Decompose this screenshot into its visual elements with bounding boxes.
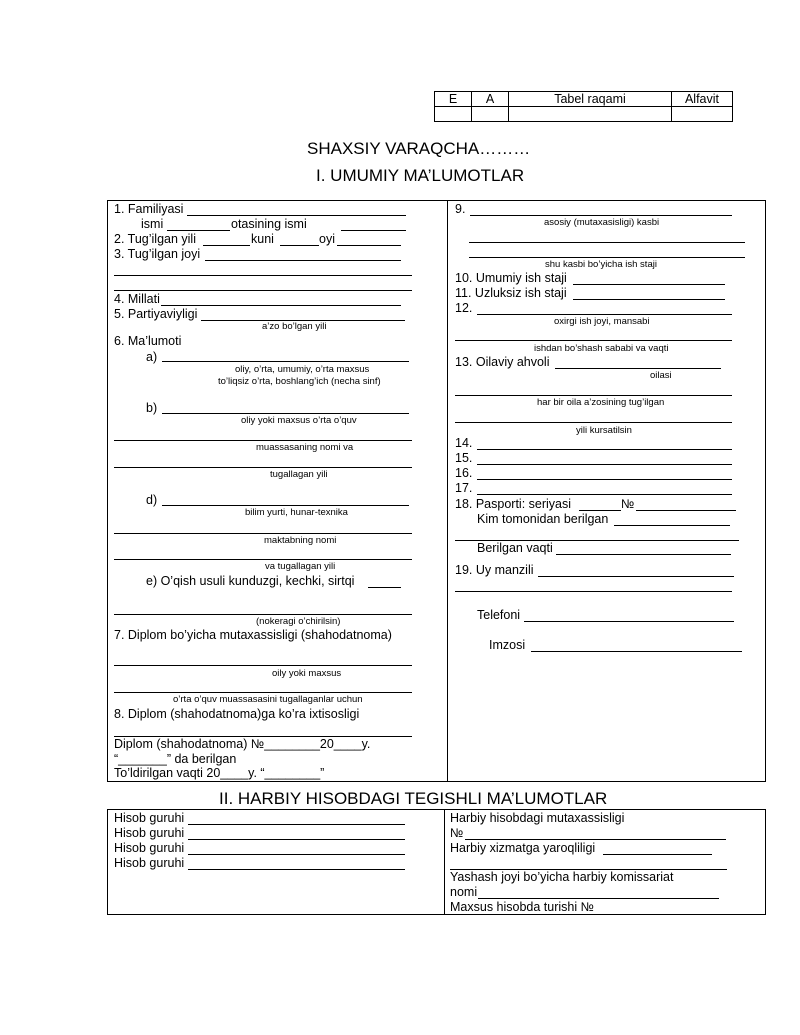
field-11-label: 11. Uzluksiz ish staji	[455, 286, 567, 300]
hisob-guruhi-4-line[interactable]	[188, 869, 405, 870]
field-9-line2[interactable]	[469, 242, 745, 243]
field-12-label: 12.	[455, 301, 473, 315]
field-tugilgan-joyi-line2[interactable]	[114, 275, 412, 276]
field-14-label: 14.	[455, 436, 473, 450]
field-partiya-hint: a’zo bo’lgan yili	[262, 321, 327, 332]
field-tugilgan-yili-line[interactable]	[203, 245, 250, 246]
field-otasi-line[interactable]	[341, 230, 406, 231]
header-cell-e[interactable]	[435, 107, 472, 122]
field-7-line[interactable]	[114, 665, 412, 666]
diplom-berilgan[interactable]: “_______” da berilgan	[114, 752, 237, 766]
field-7-hint1: oily yoki maxsus	[272, 668, 342, 679]
field-ismi-line[interactable]	[167, 230, 230, 231]
section-2-divider	[444, 809, 445, 915]
field-13-line3[interactable]	[455, 422, 732, 423]
field-12-hint1: oxirgi ish joyi, mansabi	[554, 316, 650, 327]
field-6b-hint3: tugallagan yili	[270, 469, 328, 480]
field-6b-line3[interactable]	[114, 467, 412, 468]
field-12-line[interactable]	[477, 314, 732, 315]
field-kuni-label: kuni	[251, 232, 274, 246]
field-19-line2[interactable]	[455, 591, 732, 592]
field-13-hint2: har bir oila a’zosining tug’ilgan	[537, 397, 665, 408]
field-familiyasi-label: 1. Familiyasi	[114, 202, 184, 216]
field-6b-hint1: oliy yoki maxsus o’rta o’quv	[241, 415, 357, 426]
header-table	[434, 91, 733, 122]
document-title: SHAXSIY VARAQCHA………	[307, 139, 531, 158]
field-kuni-line[interactable]	[280, 245, 319, 246]
hisob-guruhi-3-label: Hisob guruhi	[114, 841, 185, 855]
hisob-guruhi-2-label: Hisob guruhi	[114, 826, 185, 840]
field-otasi-label: otasining ismi	[231, 217, 307, 231]
field-berilgan-vaqti-line[interactable]	[556, 554, 731, 555]
field-familiyasi-line[interactable]	[187, 215, 406, 216]
field-imzosi-line[interactable]	[531, 651, 742, 652]
field-9-hint2: shu kasbi bo’yicha ish staji	[545, 259, 657, 270]
toldirilgan-vaqti[interactable]: To’ldirilgan vaqti 20____y. “________”	[114, 766, 325, 780]
field-ismi-label: ismi	[141, 217, 164, 231]
field-12-hint2: ishdan bo’shash sababi va vaqti	[534, 343, 669, 354]
field-15-line[interactable]	[477, 464, 732, 465]
harbiy-yaroqliligi-label: Harbiy xizmatga yaroqliligi	[450, 841, 596, 855]
field-6a-label: a)	[146, 350, 158, 364]
field-malumoti-label: 6. Ma’lumoti	[114, 334, 182, 348]
header-cell-alfavit[interactable]	[672, 107, 733, 122]
field-9-line[interactable]	[470, 215, 732, 216]
field-tugilgan-joyi-line[interactable]	[205, 260, 401, 261]
field-6e-line2[interactable]	[114, 614, 412, 615]
header-cell-a[interactable]	[472, 107, 509, 122]
field-oyi-line[interactable]	[337, 245, 401, 246]
field-8-label: 8. Diplom (shahodatnoma)ga ko’ra ixtisosligi	[114, 707, 360, 721]
harbiy-yaroqliligi-line[interactable]	[603, 854, 712, 855]
field-9-line3[interactable]	[469, 257, 745, 258]
field-7-label: 7. Diplom bo’yicha mutaxassisligi (shahodatnoma)	[114, 628, 392, 642]
field-6d-line2[interactable]	[114, 533, 412, 534]
komissariat-label: Yashash joyi bo’yicha harbiy komissariat	[450, 870, 674, 884]
field-6b-line[interactable]	[162, 413, 409, 414]
field-19-label: 19. Uy manzili	[455, 563, 534, 577]
field-18-seriya-line[interactable]	[579, 510, 621, 511]
field-13-line[interactable]	[555, 368, 721, 369]
hisob-guruhi-3-line[interactable]	[188, 854, 405, 855]
field-6e-label: e) O’qish usuli kunduzgi, kechki, sirtqi	[146, 574, 355, 588]
section-2-title: II. HARBIY HISOBDAGI TEGISHLI MA’LUMOTLAR	[219, 789, 608, 808]
maxsus-hisob-label: Maxsus hisobda turishi №	[450, 900, 595, 914]
field-tugilgan-yili-label: 2. Tug’ilgan yili	[114, 232, 196, 246]
field-telefoni-line[interactable]	[524, 621, 734, 622]
field-6d-hint2: maktabning nomi	[264, 535, 337, 546]
field-berilgan-vaqti-label: Berilgan vaqti	[477, 541, 553, 555]
hisob-guruhi-2-line[interactable]	[188, 839, 405, 840]
field-14-line[interactable]	[477, 449, 732, 450]
field-6d-hint1: bilim yurti, hunar-texnika	[245, 507, 348, 518]
harbiy-no-line[interactable]	[465, 839, 726, 840]
field-10-line[interactable]	[573, 284, 725, 285]
field-6a-hint1: oliy, o’rta, umumiy, o’rta maxsus	[235, 364, 370, 375]
field-tugilgan-joyi-line3[interactable]	[114, 290, 412, 291]
field-15-label: 15.	[455, 451, 473, 465]
field-telefoni-label: Telefoni	[477, 608, 521, 622]
header-col-e: E	[435, 92, 472, 107]
header-col-tabel: Tabel raqami	[509, 92, 672, 107]
field-13-line2[interactable]	[455, 395, 732, 396]
field-16-label: 16.	[455, 466, 473, 480]
hisob-guruhi-1-label: Hisob guruhi	[114, 811, 185, 825]
komissariat-nomi-label: nomi	[450, 885, 478, 899]
field-6b-label: b)	[146, 401, 158, 415]
header-col-a: A	[472, 92, 509, 107]
section-1-title: I. UMUMIY MA’LUMOTLAR	[316, 166, 525, 185]
field-6d-hint3: va tugallagan yili	[265, 561, 336, 572]
field-18-no-label: №	[621, 497, 635, 511]
harbiy-mutaxassisligi-label: Harbiy hisobdagi mutaxassisligi	[450, 811, 625, 825]
field-kim-line[interactable]	[614, 525, 730, 526]
field-13-label: 13. Oilaviy ahvoli	[455, 355, 550, 369]
field-6b-line2[interactable]	[114, 440, 412, 441]
field-7-line2[interactable]	[114, 692, 412, 693]
field-kim-label: Kim tomonidan berilgan	[477, 512, 609, 526]
field-millati-label: 4. Millati	[114, 292, 160, 306]
field-9-hint: asosiy (mutaxasisligi) kasbi	[544, 217, 660, 228]
diplom-number[interactable]: Diplom (shahodatnoma) №________20____y.	[114, 737, 371, 751]
header-col-alfavit: Alfavit	[672, 92, 733, 107]
field-6e-hint: (nokeragi o’chirilsin)	[256, 616, 341, 627]
field-6d-line3[interactable]	[114, 559, 412, 560]
field-16-line[interactable]	[477, 479, 732, 480]
section-1-divider	[447, 200, 448, 782]
field-18-no-line[interactable]	[636, 510, 736, 511]
field-19-line[interactable]	[538, 576, 734, 577]
field-6d-line[interactable]	[162, 505, 409, 506]
field-13-hint1: oilasi	[650, 370, 672, 381]
field-tugilgan-joyi-label: 3. Tug’ilgan joyi	[114, 247, 201, 261]
field-imzosi-label: Imzosi	[489, 638, 526, 652]
hisob-guruhi-1-line[interactable]	[188, 824, 405, 825]
field-6a-line[interactable]	[162, 361, 409, 362]
field-18-label: 18. Pasporti: seriyasi	[455, 497, 572, 511]
field-11-line[interactable]	[573, 299, 725, 300]
header-cell-tabel[interactable]	[509, 107, 672, 122]
field-6d-label: d)	[146, 493, 158, 507]
field-6a-hint2: to’liqsiz o’rta, boshlang’ich (necha sinf)	[218, 376, 381, 387]
field-10-label: 10. Umumiy ish staji	[455, 271, 567, 285]
harbiy-no-label: №	[450, 826, 464, 840]
field-12-line2[interactable]	[455, 340, 732, 341]
field-7-hint2: o’rta o’quv muassasasini tugallaganlar uchun	[173, 694, 363, 705]
field-millati-line[interactable]	[161, 305, 401, 306]
field-6b-hint2: muassasaning nomi va	[256, 442, 354, 453]
field-6e-line[interactable]	[368, 587, 401, 588]
field-partiya-label: 5. Partiyaviyligi	[114, 307, 198, 321]
hisob-guruhi-4-label: Hisob guruhi	[114, 856, 185, 870]
komissariat-nomi-line[interactable]	[478, 898, 719, 899]
field-oyi-label: oyi	[319, 232, 335, 246]
field-17-line[interactable]	[477, 494, 732, 495]
field-13-hint3: yili kursatilsin	[576, 425, 632, 436]
field-9-label: 9.	[455, 202, 466, 216]
field-17-label: 17.	[455, 481, 473, 495]
